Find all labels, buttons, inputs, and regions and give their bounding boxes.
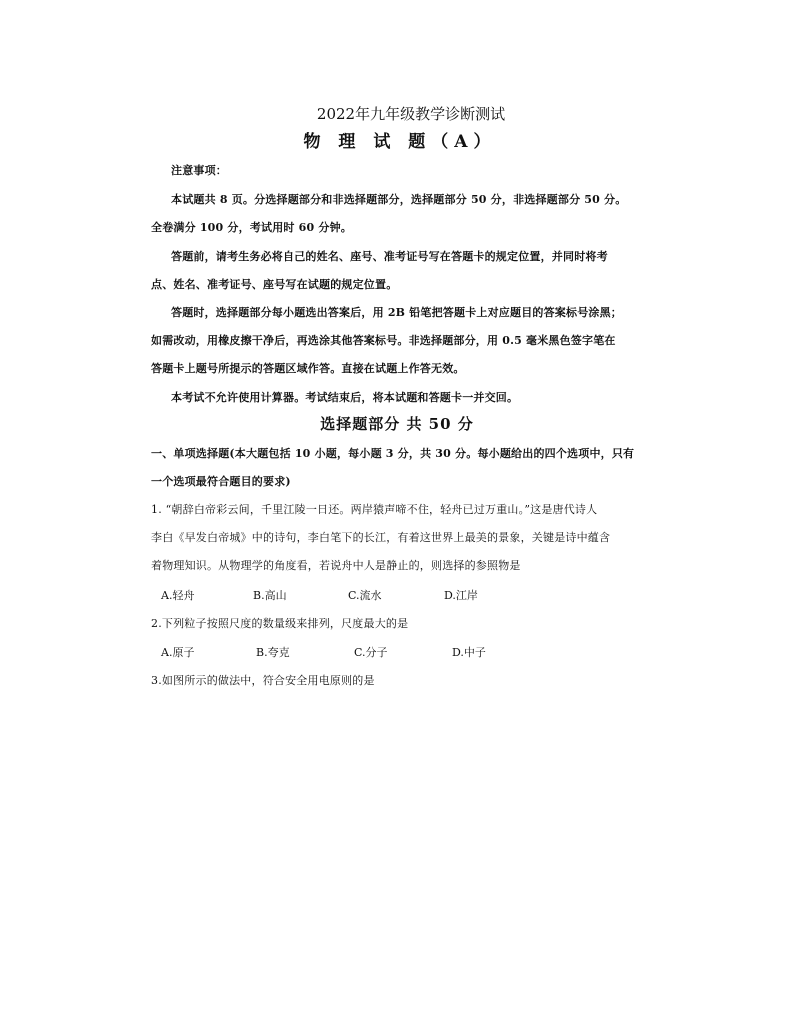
question-1-line-2: 李白《早发白帝城》中的诗句，李白笔下的长江，有着这世界上最美的景象，关键是诗中蕴含 (151, 531, 611, 544)
question-1-option-b: B.高山 (253, 589, 287, 602)
section-title: 选择题部分 共 50 分 (320, 415, 474, 433)
question-1-line-1: 1. “朝辞白帝彩云间，千里江陵一日还。两岸猿声啼不住，轻舟已过万重山。”这是唐代诗人 (151, 503, 598, 516)
question-2-option-d: D.中子 (452, 646, 486, 659)
notice-paragraph-3-line-1: 答题时，选择题部分每小题选出答案后，用 2B 铅笔把答题卡上对应题目的答案标号涂黑； (171, 306, 623, 319)
question-2-line-1: 2.下列粒子按照尺度的数量级来排列，尺度最大的是 (151, 617, 409, 630)
notice-paragraph-2-line-1: 答题前，请考生务必将自己的姓名、座号、准考证号写在答题卡的规定位置，并同时将考 (171, 250, 608, 263)
subject-title: 物 理 试 题（A） (303, 132, 497, 152)
question-1-option-d: D.江岸 (444, 589, 478, 602)
question-2-option-a: A.原子 (161, 646, 195, 659)
notice-paragraph-3-line-3: 答题卡上题号所提示的答题区域作答。直接在试题上作答无效。 (151, 362, 465, 375)
notice-paragraph-4-line-1: 本考试不允许使用计算器。考试结束后，将本试题和答题卡一并交回。 (171, 391, 519, 404)
question-1-option-a: A.轻舟 (161, 589, 195, 602)
notice-paragraph-3-line-2: 如需改动，用橡皮擦干净后，再选涂其他答案标号。非选择题部分，用 0.5 毫米黑色签字笔在 (151, 334, 616, 347)
question-2-option-b: B.夸克 (256, 646, 290, 659)
part-instructions-line-1: 一、单项选择题(本大题包括 10 小题，每小题 3 分，共 30 分。每小题给出的四个选项中，只有 (151, 447, 635, 460)
question-3-line-1: 3.如图所示的做法中，符合安全用电原则的是 (151, 674, 375, 687)
exam-title: 2022年九年级教学诊断测试 (316, 105, 506, 123)
question-1-line-3: 着物理知识。从物理学的角度看，若说舟中人是静止的，则选择的参照物是 (151, 559, 521, 572)
notice-paragraph-2-line-2: 点、姓名、准考证号、座号写在试题的规定位置。 (151, 278, 398, 291)
question-1-option-c: C.流水 (348, 589, 382, 602)
question-2-option-c: C.分子 (354, 646, 388, 659)
notice-heading: 注意事项： (171, 164, 227, 177)
notice-paragraph-1-line-1: 本试题共 8 页。分选择题部分和非选择题部分，选择题部分 50 分，非选择题部分 50 分。 (171, 193, 627, 206)
notice-paragraph-1-line-2: 全卷满分 100 分，考试用时 60 分钟。 (151, 221, 352, 234)
part-instructions-line-2: 一个选项最符合题目的要求) (151, 475, 291, 488)
